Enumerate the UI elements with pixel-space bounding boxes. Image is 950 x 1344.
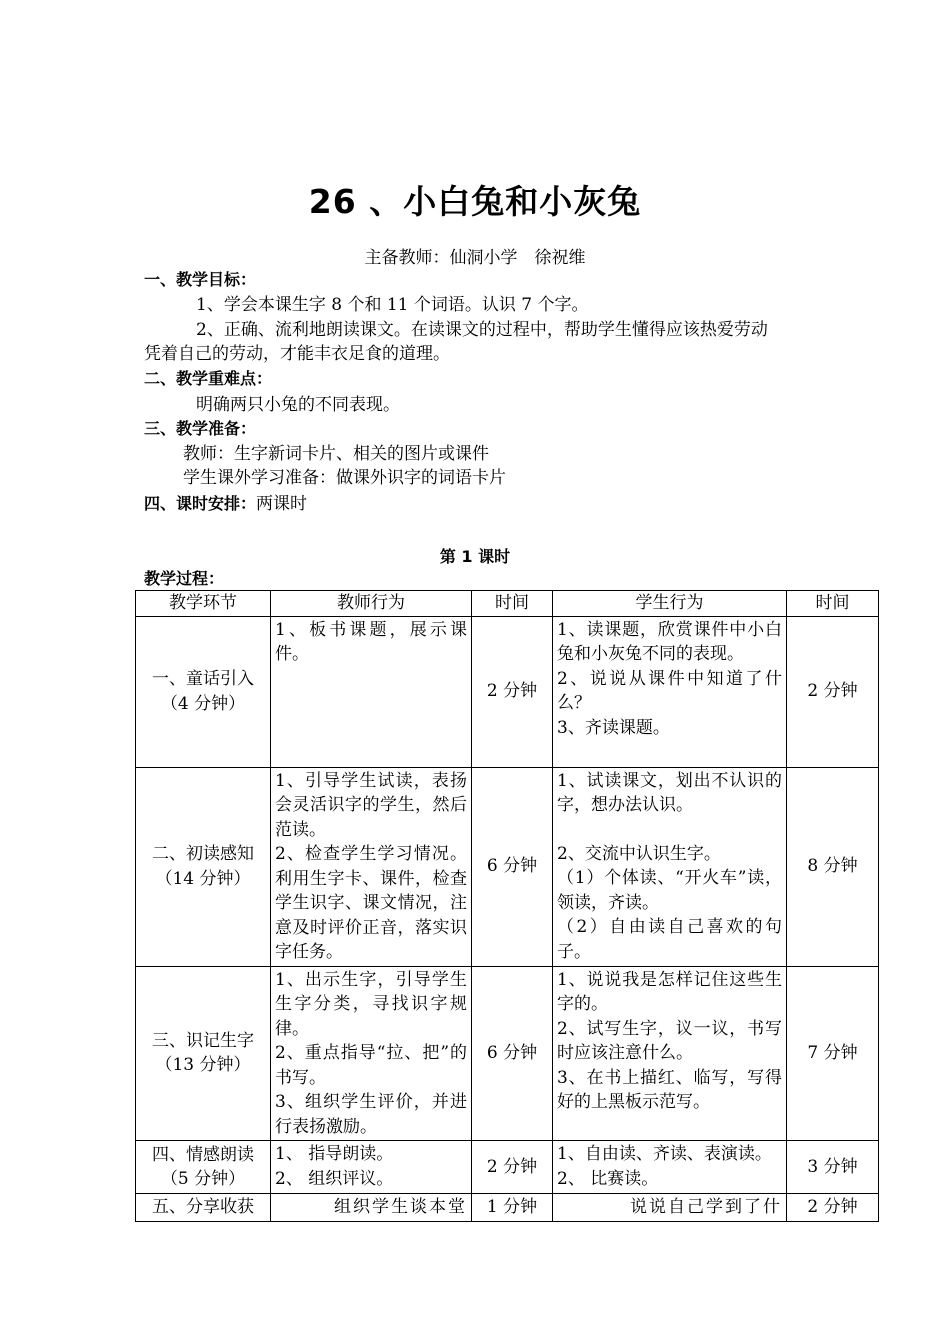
teacher-cell	[271, 1141, 472, 1194]
teacher-line: 2、检查学生学习情况。利用生字卡、课件，检查学生识字、课文情况，注意及时评价正音，落实识字任务。	[275, 844, 467, 962]
prep-heading: 三、教学准备：	[144, 419, 257, 438]
student-line: 2、交流中认识生字。	[557, 843, 721, 864]
student-line: 1、读课题，欣赏课件中小白兔和小灰兔不同的表现。	[557, 619, 782, 664]
lesson-title: 第 1 课时	[439, 547, 511, 566]
student-time-cell: 2 分钟	[787, 616, 879, 767]
teacher-line: 3、组织学生评价，并进行表扬激励。	[275, 1092, 467, 1137]
student-line: 2、 比赛读。	[557, 1168, 659, 1189]
prep-teacher: 教师：生字新词卡片、相关的图片或课件	[183, 444, 489, 464]
page-title: 26 、小白兔和小灰兔	[308, 182, 642, 221]
header-student: 学生行为	[553, 591, 787, 617]
student-line: 1、试读课文，划出不认识的字，想办法认识。	[557, 770, 782, 815]
teacher-time-cell: 6 分钟	[472, 966, 553, 1141]
header-stage: 教学环节	[136, 591, 271, 617]
stage-duration: （13 分钟）	[155, 1055, 251, 1076]
student-cell	[553, 966, 787, 1141]
goal-2-continued: 凭着自己的劳动，才能丰衣足食的道理。	[144, 344, 450, 364]
student-line: （2）自由读自己喜欢的句子。	[557, 917, 782, 962]
student-time-cell: 8 分钟	[787, 767, 879, 966]
teacher-line: 1、 指导朗读。	[275, 1144, 394, 1164]
header-teacher: 教师行为	[271, 591, 472, 617]
stage-name: 一、童话引入	[152, 669, 254, 689]
stage-cell	[136, 1194, 271, 1222]
prep-student: 学生课外学习准备：做课外识字的词语卡片	[183, 468, 506, 488]
key-heading: 二、教学重难点：	[144, 369, 273, 388]
teacher-line: 1、引导学生试读，表扬会灵活识字的学生，然后范读。	[275, 770, 467, 840]
stage-duration: （4 分钟）	[160, 693, 246, 714]
table-row	[136, 1194, 879, 1222]
stage-duration: （5 分钟）	[160, 1169, 246, 1189]
teacher-time-cell: 6 分钟	[472, 767, 553, 966]
stage-cell	[136, 616, 271, 767]
author-line: 主备教师：仙洞小学 徐祝维	[364, 248, 586, 268]
teacher-line: 1、板书课题，展示课件。	[275, 619, 467, 664]
stage-name: 三、识记生字	[152, 1030, 254, 1051]
teacher-line: 2、 组织评议。	[275, 1168, 394, 1189]
schedule-heading: 四、课时安排：	[144, 494, 257, 513]
student-cell	[553, 616, 787, 767]
student-line: 2、说说从课件中知道了什么？	[557, 668, 782, 713]
teacher-line: 组织学生谈本堂	[334, 1197, 467, 1217]
teacher-cell	[271, 1194, 472, 1222]
table-header-row	[136, 591, 879, 617]
stage-name: 四、情感朗读	[152, 1144, 254, 1165]
student-line: 1、自由读、齐读、表演读。	[557, 1144, 772, 1164]
table-row	[136, 767, 879, 966]
schedule-text: 两课时	[256, 494, 308, 514]
student-time-cell: 2 分钟	[787, 1194, 879, 1222]
student-time-cell: 3 分钟	[787, 1141, 879, 1194]
student-cell	[553, 1194, 787, 1222]
student-line-spacer	[557, 818, 782, 842]
stage-name: 二、初读感知	[152, 844, 254, 864]
student-time-cell: 7 分钟	[787, 966, 879, 1141]
key-text: 明确两只小兔的不同表现。	[196, 395, 400, 415]
teacher-line: 2、重点指导“拉、把”的书写。	[275, 1043, 467, 1088]
goals-heading: 一、教学目标：	[144, 270, 257, 289]
teacher-cell	[271, 767, 472, 966]
stage-cell	[136, 1141, 271, 1194]
header-teacher-time: 时间	[472, 591, 553, 617]
goal-2: 2、正确、流利地朗读课文。在读课文的过程中，帮助学生懂得应该热爱劳动	[196, 320, 768, 340]
student-line: 3、齐读课题。	[557, 717, 670, 738]
student-line: 2、试写生字，议一议，书写时应该注意什么。	[557, 1018, 782, 1063]
teacher-cell	[271, 616, 472, 767]
student-line: 3、在书上描红、临写，写得好的上黑板示范写。	[557, 1067, 782, 1112]
stage-name: 五、分享收获	[152, 1197, 254, 1217]
teacher-line: 1、出示生字，引导学生生字分类，寻找识字规律。	[275, 969, 467, 1039]
stage-duration: （14 分钟）	[155, 868, 251, 889]
goal-1: 1、学会本课生字 8 个和 11 个词语。认识 7 个字。	[196, 295, 589, 315]
student-line: （1）个体读、“开火车”读，领读，齐读。	[557, 868, 782, 913]
table-row	[136, 616, 879, 767]
schedule-line	[144, 492, 307, 516]
teacher-time-cell: 2 分钟	[472, 1141, 553, 1194]
teaching-process-table	[135, 590, 879, 1222]
teacher-cell	[271, 966, 472, 1141]
teacher-time-cell: 2 分钟	[472, 616, 553, 767]
student-cell	[553, 767, 787, 966]
teacher-time-cell: 1 分钟	[472, 1194, 553, 1222]
stage-cell	[136, 767, 271, 966]
process-label: 教学过程：	[144, 569, 225, 588]
stage-cell	[136, 966, 271, 1141]
student-cell	[553, 1141, 787, 1194]
header-student-time: 时间	[787, 591, 879, 617]
table-row	[136, 966, 879, 1141]
table-row	[136, 1141, 879, 1194]
student-line: 1、说说我是怎样记住这些生字的。	[557, 969, 782, 1014]
student-line: 说说自己学到了什	[630, 1197, 782, 1217]
